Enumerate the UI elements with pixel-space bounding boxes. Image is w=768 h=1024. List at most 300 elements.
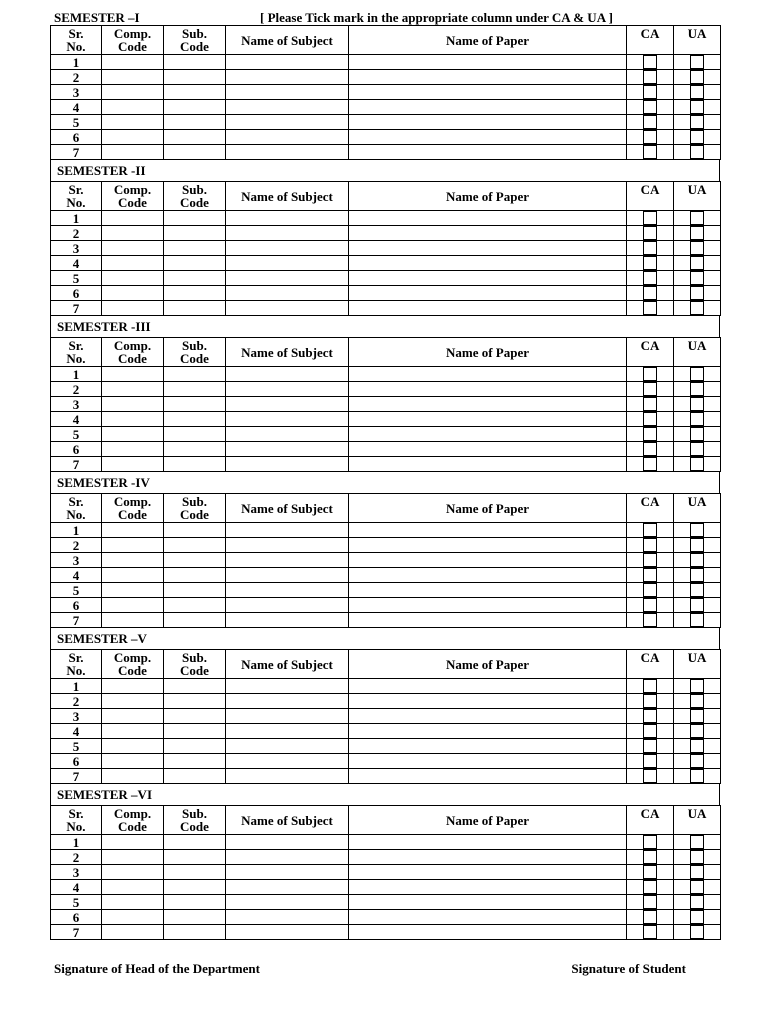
ua-tick-checkbox[interactable] xyxy=(690,256,704,270)
comp-code-cell[interactable] xyxy=(102,598,164,613)
sub-code-cell[interactable] xyxy=(164,895,226,910)
subject-name-cell[interactable] xyxy=(226,130,349,145)
paper-name-cell[interactable] xyxy=(349,925,627,940)
paper-name-cell[interactable] xyxy=(349,145,627,160)
ca-tick-checkbox[interactable] xyxy=(643,880,657,894)
subject-name-cell[interactable] xyxy=(226,100,349,115)
comp-code-cell[interactable] xyxy=(102,241,164,256)
ua-tick-checkbox[interactable] xyxy=(690,538,704,552)
ca-tick-checkbox[interactable] xyxy=(643,85,657,99)
sub-code-cell[interactable] xyxy=(164,211,226,226)
comp-code-cell[interactable] xyxy=(102,412,164,427)
subject-name-cell[interactable] xyxy=(226,427,349,442)
ca-tick-checkbox[interactable] xyxy=(643,301,657,315)
comp-code-cell[interactable] xyxy=(102,613,164,628)
ua-tick-checkbox[interactable] xyxy=(690,724,704,738)
subject-name-cell[interactable] xyxy=(226,754,349,769)
sub-code-cell[interactable] xyxy=(164,382,226,397)
ua-tick-checkbox[interactable] xyxy=(690,679,704,693)
comp-code-header xyxy=(102,182,164,211)
sub-code-cell[interactable] xyxy=(164,568,226,583)
subject-name-cell[interactable] xyxy=(226,598,349,613)
paper-name-cell[interactable] xyxy=(349,850,627,865)
subject-name-cell[interactable] xyxy=(226,583,349,598)
comp-code-cell[interactable] xyxy=(102,568,164,583)
ca-tick-checkbox[interactable] xyxy=(643,679,657,693)
subject-name-cell[interactable] xyxy=(226,442,349,457)
comp-code-cell[interactable] xyxy=(102,256,164,271)
sub-code-cell[interactable] xyxy=(164,880,226,895)
comp-code-cell[interactable] xyxy=(102,397,164,412)
subject-name-cell[interactable] xyxy=(226,226,349,241)
ua-tick-checkbox[interactable] xyxy=(690,427,704,441)
comp-code-cell[interactable] xyxy=(102,835,164,850)
subject-name-cell[interactable] xyxy=(226,568,349,583)
ua-tick-checkbox[interactable] xyxy=(690,367,704,381)
row-number: 5 xyxy=(51,739,102,754)
sub-code-cell[interactable] xyxy=(164,397,226,412)
ca-tick-checkbox[interactable] xyxy=(643,271,657,285)
paper-name-cell[interactable] xyxy=(349,754,627,769)
ua-tick-checkbox[interactable] xyxy=(690,613,704,627)
ca-tick-checkbox[interactable] xyxy=(643,70,657,84)
comp-code-cell[interactable] xyxy=(102,145,164,160)
ua-tick-checkbox[interactable] xyxy=(690,226,704,240)
subject-name-cell[interactable] xyxy=(226,115,349,130)
comp-code-cell[interactable] xyxy=(102,226,164,241)
comp-code-cell[interactable] xyxy=(102,115,164,130)
ca-tick-checkbox[interactable] xyxy=(643,286,657,300)
comp-code-cell[interactable] xyxy=(102,457,164,472)
paper-name-header-text: Name of Paper xyxy=(445,188,530,204)
paper-name-cell[interactable] xyxy=(349,709,627,724)
comp-code-cell[interactable] xyxy=(102,583,164,598)
ua-tick-checkbox[interactable] xyxy=(690,910,704,924)
subject-name-cell[interactable] xyxy=(226,865,349,880)
comp-code-cell[interactable] xyxy=(102,100,164,115)
comp-code-cell[interactable] xyxy=(102,85,164,100)
row-number: 5 xyxy=(51,427,102,442)
comp-code-header-text: Comp. xyxy=(113,806,152,821)
subject-name-cell[interactable] xyxy=(226,271,349,286)
sub-code-cell[interactable] xyxy=(164,583,226,598)
sub-code-cell[interactable] xyxy=(164,70,226,85)
subject-name-cell[interactable] xyxy=(226,724,349,739)
sub-code-cell[interactable] xyxy=(164,910,226,925)
ua-cell xyxy=(674,271,721,286)
ca-tick-checkbox[interactable] xyxy=(643,367,657,381)
ca-tick-checkbox[interactable] xyxy=(643,457,657,471)
table-row xyxy=(51,85,721,100)
comp-code-cell[interactable] xyxy=(102,724,164,739)
sub-code-cell[interactable] xyxy=(164,850,226,865)
sub-code-cell[interactable] xyxy=(164,367,226,382)
ca-tick-checkbox[interactable] xyxy=(643,256,657,270)
comp-code-cell[interactable] xyxy=(102,442,164,457)
ca-tick-checkbox[interactable] xyxy=(643,694,657,708)
subject-name-cell[interactable] xyxy=(226,412,349,427)
ca-tick-checkbox[interactable] xyxy=(643,613,657,627)
sub-code-cell[interactable] xyxy=(164,679,226,694)
paper-name-cell[interactable] xyxy=(349,910,627,925)
ua-tick-checkbox[interactable] xyxy=(690,709,704,723)
ca-tick-checkbox[interactable] xyxy=(643,145,657,159)
subject-name-cell[interactable] xyxy=(226,694,349,709)
comp-code-cell[interactable] xyxy=(102,538,164,553)
ua-tick-checkbox[interactable] xyxy=(690,271,704,285)
subject-name-cell[interactable] xyxy=(226,739,349,754)
sub-code-cell[interactable] xyxy=(164,925,226,940)
sub-code-cell[interactable] xyxy=(164,457,226,472)
comp-code-cell[interactable] xyxy=(102,301,164,316)
subject-name-cell[interactable] xyxy=(226,145,349,160)
paper-name-cell[interactable] xyxy=(349,412,627,427)
ca-tick-checkbox[interactable] xyxy=(643,538,657,552)
ua-tick-checkbox[interactable] xyxy=(690,568,704,582)
paper-name-cell[interactable] xyxy=(349,55,627,70)
table-row xyxy=(51,613,721,628)
comp-code-cell[interactable] xyxy=(102,211,164,226)
ua-tick-checkbox[interactable] xyxy=(690,769,704,783)
ua-tick-checkbox[interactable] xyxy=(690,442,704,456)
ca-tick-checkbox[interactable] xyxy=(643,382,657,396)
paper-name-cell[interactable] xyxy=(349,613,627,628)
ca-tick-checkbox[interactable] xyxy=(643,910,657,924)
ua-tick-checkbox[interactable] xyxy=(690,85,704,99)
ua-tick-checkbox[interactable] xyxy=(690,100,704,114)
ua-tick-checkbox[interactable] xyxy=(690,457,704,471)
paper-name-cell[interactable] xyxy=(349,679,627,694)
comp-code-cell[interactable] xyxy=(102,427,164,442)
ca-tick-checkbox[interactable] xyxy=(643,835,657,849)
comp-code-header-text: Comp. xyxy=(113,338,152,353)
ca-cell xyxy=(627,925,674,940)
sub-code-cell[interactable] xyxy=(164,739,226,754)
sub-code-cell[interactable] xyxy=(164,523,226,538)
ca-tick-checkbox[interactable] xyxy=(643,598,657,612)
ca-tick-checkbox[interactable] xyxy=(643,412,657,426)
subject-name-cell[interactable] xyxy=(226,211,349,226)
subject-name-cell[interactable] xyxy=(226,709,349,724)
comp-code-cell[interactable] xyxy=(102,754,164,769)
paper-name-cell[interactable] xyxy=(349,367,627,382)
subject-name-cell[interactable] xyxy=(226,397,349,412)
sub-code-cell[interactable] xyxy=(164,100,226,115)
paper-name-cell[interactable] xyxy=(349,286,627,301)
subject-name-cell[interactable] xyxy=(226,301,349,316)
comp-code-cell[interactable] xyxy=(102,70,164,85)
subject-name-cell[interactable] xyxy=(226,679,349,694)
sub-code-cell[interactable] xyxy=(164,271,226,286)
paper-name-cell[interactable] xyxy=(349,442,627,457)
ua-tick-checkbox[interactable] xyxy=(690,286,704,300)
ca-tick-checkbox[interactable] xyxy=(643,925,657,939)
comp-code-cell[interactable] xyxy=(102,880,164,895)
subject-name-cell[interactable] xyxy=(226,553,349,568)
sub-code-cell[interactable] xyxy=(164,835,226,850)
subject-name-cell[interactable] xyxy=(226,538,349,553)
sub-code-cell[interactable] xyxy=(164,256,226,271)
ca-tick-checkbox[interactable] xyxy=(643,583,657,597)
ca-tick-checkbox[interactable] xyxy=(643,724,657,738)
sub-code-cell[interactable] xyxy=(164,301,226,316)
paper-name-cell[interactable] xyxy=(349,427,627,442)
sub-code-cell[interactable] xyxy=(164,442,226,457)
sr-no-header-text: Sr. xyxy=(68,806,84,821)
table-row xyxy=(51,226,721,241)
subject-name-cell[interactable] xyxy=(226,850,349,865)
paper-name-cell[interactable] xyxy=(349,865,627,880)
paper-name-cell[interactable] xyxy=(349,100,627,115)
semester-section xyxy=(50,25,720,160)
paper-name-cell[interactable] xyxy=(349,211,627,226)
table-row xyxy=(51,523,721,538)
ca-header xyxy=(627,338,674,367)
semester-section xyxy=(50,160,720,316)
ua-tick-checkbox[interactable] xyxy=(690,523,704,537)
ua-cell xyxy=(674,835,721,850)
comp-code-cell[interactable] xyxy=(102,769,164,784)
ua-tick-checkbox[interactable] xyxy=(690,397,704,411)
comp-code-cell[interactable] xyxy=(102,865,164,880)
ua-tick-checkbox[interactable] xyxy=(690,55,704,69)
ua-tick-checkbox[interactable] xyxy=(690,694,704,708)
ca-tick-checkbox[interactable] xyxy=(643,100,657,114)
ca-tick-checkbox[interactable] xyxy=(643,115,657,129)
ua-tick-checkbox[interactable] xyxy=(690,835,704,849)
paper-name-cell[interactable] xyxy=(349,301,627,316)
ca-tick-checkbox[interactable] xyxy=(643,226,657,240)
paper-name-cell[interactable] xyxy=(349,895,627,910)
paper-name-cell[interactable] xyxy=(349,739,627,754)
subject-name-cell[interactable] xyxy=(226,769,349,784)
row-number: 1 xyxy=(51,835,102,850)
sub-code-cell[interactable] xyxy=(164,724,226,739)
row-number: 5 xyxy=(51,115,102,130)
sub-code-cell[interactable] xyxy=(164,865,226,880)
subject-name-cell[interactable] xyxy=(226,367,349,382)
ca-tick-checkbox[interactable] xyxy=(643,865,657,879)
ua-tick-checkbox[interactable] xyxy=(690,241,704,255)
comp-code-cell[interactable] xyxy=(102,130,164,145)
ua-tick-checkbox[interactable] xyxy=(690,301,704,315)
comp-code-cell[interactable] xyxy=(102,55,164,70)
ua-tick-checkbox[interactable] xyxy=(690,895,704,909)
ua-tick-checkbox[interactable] xyxy=(690,553,704,567)
ca-tick-checkbox[interactable] xyxy=(643,769,657,783)
ua-tick-checkbox[interactable] xyxy=(690,382,704,396)
subject-name-cell[interactable] xyxy=(226,55,349,70)
ca-cell xyxy=(627,412,674,427)
comp-code-header xyxy=(102,338,164,367)
paper-name-cell[interactable] xyxy=(349,598,627,613)
comp-code-cell[interactable] xyxy=(102,523,164,538)
sub-code-cell[interactable] xyxy=(164,145,226,160)
paper-name-cell[interactable] xyxy=(349,583,627,598)
ua-tick-checkbox[interactable] xyxy=(690,130,704,144)
table-row xyxy=(51,769,721,784)
ca-tick-checkbox[interactable] xyxy=(643,523,657,537)
ua-tick-checkbox[interactable] xyxy=(690,70,704,84)
paper-name-cell[interactable] xyxy=(349,70,627,85)
sub-code-cell[interactable] xyxy=(164,427,226,442)
sub-code-cell[interactable] xyxy=(164,769,226,784)
sub-code-cell[interactable] xyxy=(164,130,226,145)
subject-name-cell[interactable] xyxy=(226,70,349,85)
sub-code-cell[interactable] xyxy=(164,115,226,130)
student-signature-label: Signature of Student xyxy=(571,961,686,976)
ca-tick-checkbox[interactable] xyxy=(643,553,657,567)
subject-name-cell[interactable] xyxy=(226,286,349,301)
row-number: 5 xyxy=(51,895,102,910)
ca-tick-checkbox[interactable] xyxy=(643,739,657,753)
sub-code-cell[interactable] xyxy=(164,55,226,70)
paper-name-cell[interactable] xyxy=(349,694,627,709)
table-row xyxy=(51,211,721,226)
ua-header-text: UA xyxy=(687,806,707,821)
subject-name-cell[interactable] xyxy=(226,382,349,397)
row-number: 2 xyxy=(51,226,102,241)
ua-tick-checkbox[interactable] xyxy=(690,211,704,225)
paper-name-cell[interactable] xyxy=(349,457,627,472)
paper-name-cell[interactable] xyxy=(349,724,627,739)
ua-tick-checkbox[interactable] xyxy=(690,925,704,939)
sub-code-header-text: Code xyxy=(180,39,209,54)
subject-name-header-text: Name of Subject xyxy=(241,32,333,48)
sub-code-cell[interactable] xyxy=(164,538,226,553)
paper-name-cell[interactable] xyxy=(349,568,627,583)
subject-name-cell[interactable] xyxy=(226,523,349,538)
comp-code-cell[interactable] xyxy=(102,925,164,940)
ca-tick-checkbox[interactable] xyxy=(643,709,657,723)
paper-name-cell[interactable] xyxy=(349,769,627,784)
paper-name-cell[interactable] xyxy=(349,538,627,553)
subject-name-cell[interactable] xyxy=(226,910,349,925)
comp-code-cell[interactable] xyxy=(102,679,164,694)
sub-code-cell[interactable] xyxy=(164,286,226,301)
comp-code-cell[interactable] xyxy=(102,382,164,397)
comp-code-cell[interactable] xyxy=(102,286,164,301)
ua-tick-checkbox[interactable] xyxy=(690,739,704,753)
paper-name-header-text: Name of Paper xyxy=(445,32,530,48)
sub-code-cell[interactable] xyxy=(164,241,226,256)
ua-tick-checkbox[interactable] xyxy=(690,583,704,597)
paper-name-cell[interactable] xyxy=(349,523,627,538)
ca-tick-checkbox[interactable] xyxy=(643,442,657,456)
ca-tick-checkbox[interactable] xyxy=(643,211,657,225)
ua-header xyxy=(674,494,721,523)
subject-name-cell[interactable] xyxy=(226,925,349,940)
paper-name-header-text: Name of Paper xyxy=(445,500,530,516)
comp-code-cell[interactable] xyxy=(102,694,164,709)
ca-tick-checkbox[interactable] xyxy=(643,55,657,69)
ca-tick-checkbox[interactable] xyxy=(643,241,657,255)
ua-tick-checkbox[interactable] xyxy=(690,865,704,879)
paper-name-cell[interactable] xyxy=(349,85,627,100)
comp-code-cell[interactable] xyxy=(102,367,164,382)
ua-tick-checkbox[interactable] xyxy=(690,880,704,894)
ca-tick-checkbox[interactable] xyxy=(643,895,657,909)
sub-code-cell[interactable] xyxy=(164,598,226,613)
row-number: 4 xyxy=(51,568,102,583)
ca-header-text: CA xyxy=(640,494,660,509)
row-number: 3 xyxy=(51,865,102,880)
comp-code-cell[interactable] xyxy=(102,910,164,925)
paper-name-cell[interactable] xyxy=(349,256,627,271)
ca-tick-checkbox[interactable] xyxy=(643,130,657,144)
paper-name-cell[interactable] xyxy=(349,382,627,397)
ua-tick-checkbox[interactable] xyxy=(690,115,704,129)
ua-tick-checkbox[interactable] xyxy=(690,850,704,864)
ua-tick-checkbox[interactable] xyxy=(690,598,704,612)
sub-code-cell[interactable] xyxy=(164,412,226,427)
ua-cell xyxy=(674,523,721,538)
ca-tick-checkbox[interactable] xyxy=(643,850,657,864)
paper-name-cell[interactable] xyxy=(349,553,627,568)
row-number: 4 xyxy=(51,256,102,271)
sub-code-cell[interactable] xyxy=(164,709,226,724)
ca-cell xyxy=(627,865,674,880)
paper-name-cell[interactable] xyxy=(349,130,627,145)
table-row xyxy=(51,55,721,70)
ca-tick-checkbox[interactable] xyxy=(643,397,657,411)
ua-tick-checkbox[interactable] xyxy=(690,754,704,768)
subject-name-cell[interactable] xyxy=(226,613,349,628)
paper-name-cell[interactable] xyxy=(349,835,627,850)
comp-code-cell[interactable] xyxy=(102,895,164,910)
subject-name-cell[interactable] xyxy=(226,835,349,850)
comp-code-cell[interactable] xyxy=(102,709,164,724)
paper-name-cell[interactable] xyxy=(349,880,627,895)
sub-code-cell[interactable] xyxy=(164,613,226,628)
paper-name-cell[interactable] xyxy=(349,397,627,412)
sub-code-cell[interactable] xyxy=(164,226,226,241)
sub-code-header-text: Sub. xyxy=(182,182,207,197)
comp-code-cell[interactable] xyxy=(102,739,164,754)
ua-tick-checkbox[interactable] xyxy=(690,145,704,159)
ua-tick-checkbox[interactable] xyxy=(690,412,704,426)
ca-tick-checkbox[interactable] xyxy=(643,568,657,582)
comp-code-cell[interactable] xyxy=(102,850,164,865)
sub-code-header-text: Sub. xyxy=(182,494,207,509)
comp-code-cell[interactable] xyxy=(102,553,164,568)
paper-name-cell[interactable] xyxy=(349,271,627,286)
paper-name-cell[interactable] xyxy=(349,226,627,241)
paper-name-cell[interactable] xyxy=(349,241,627,256)
table-row xyxy=(51,850,721,865)
table-row xyxy=(51,754,721,769)
paper-name-cell[interactable] xyxy=(349,115,627,130)
subject-name-cell[interactable] xyxy=(226,457,349,472)
ca-cell xyxy=(627,583,674,598)
ua-cell xyxy=(674,412,721,427)
subject-name-header xyxy=(226,26,349,55)
comp-code-cell[interactable] xyxy=(102,271,164,286)
sub-code-cell[interactable] xyxy=(164,85,226,100)
subject-name-cell[interactable] xyxy=(226,241,349,256)
ca-header-text: CA xyxy=(640,338,660,353)
sr-no-header xyxy=(51,26,102,55)
ca-tick-checkbox[interactable] xyxy=(643,427,657,441)
subject-name-cell[interactable] xyxy=(226,880,349,895)
ca-tick-checkbox[interactable] xyxy=(643,754,657,768)
sub-code-cell[interactable] xyxy=(164,754,226,769)
subject-name-cell[interactable] xyxy=(226,895,349,910)
sub-code-cell[interactable] xyxy=(164,694,226,709)
subject-name-cell[interactable] xyxy=(226,256,349,271)
sub-code-cell[interactable] xyxy=(164,553,226,568)
subject-name-cell[interactable] xyxy=(226,85,349,100)
